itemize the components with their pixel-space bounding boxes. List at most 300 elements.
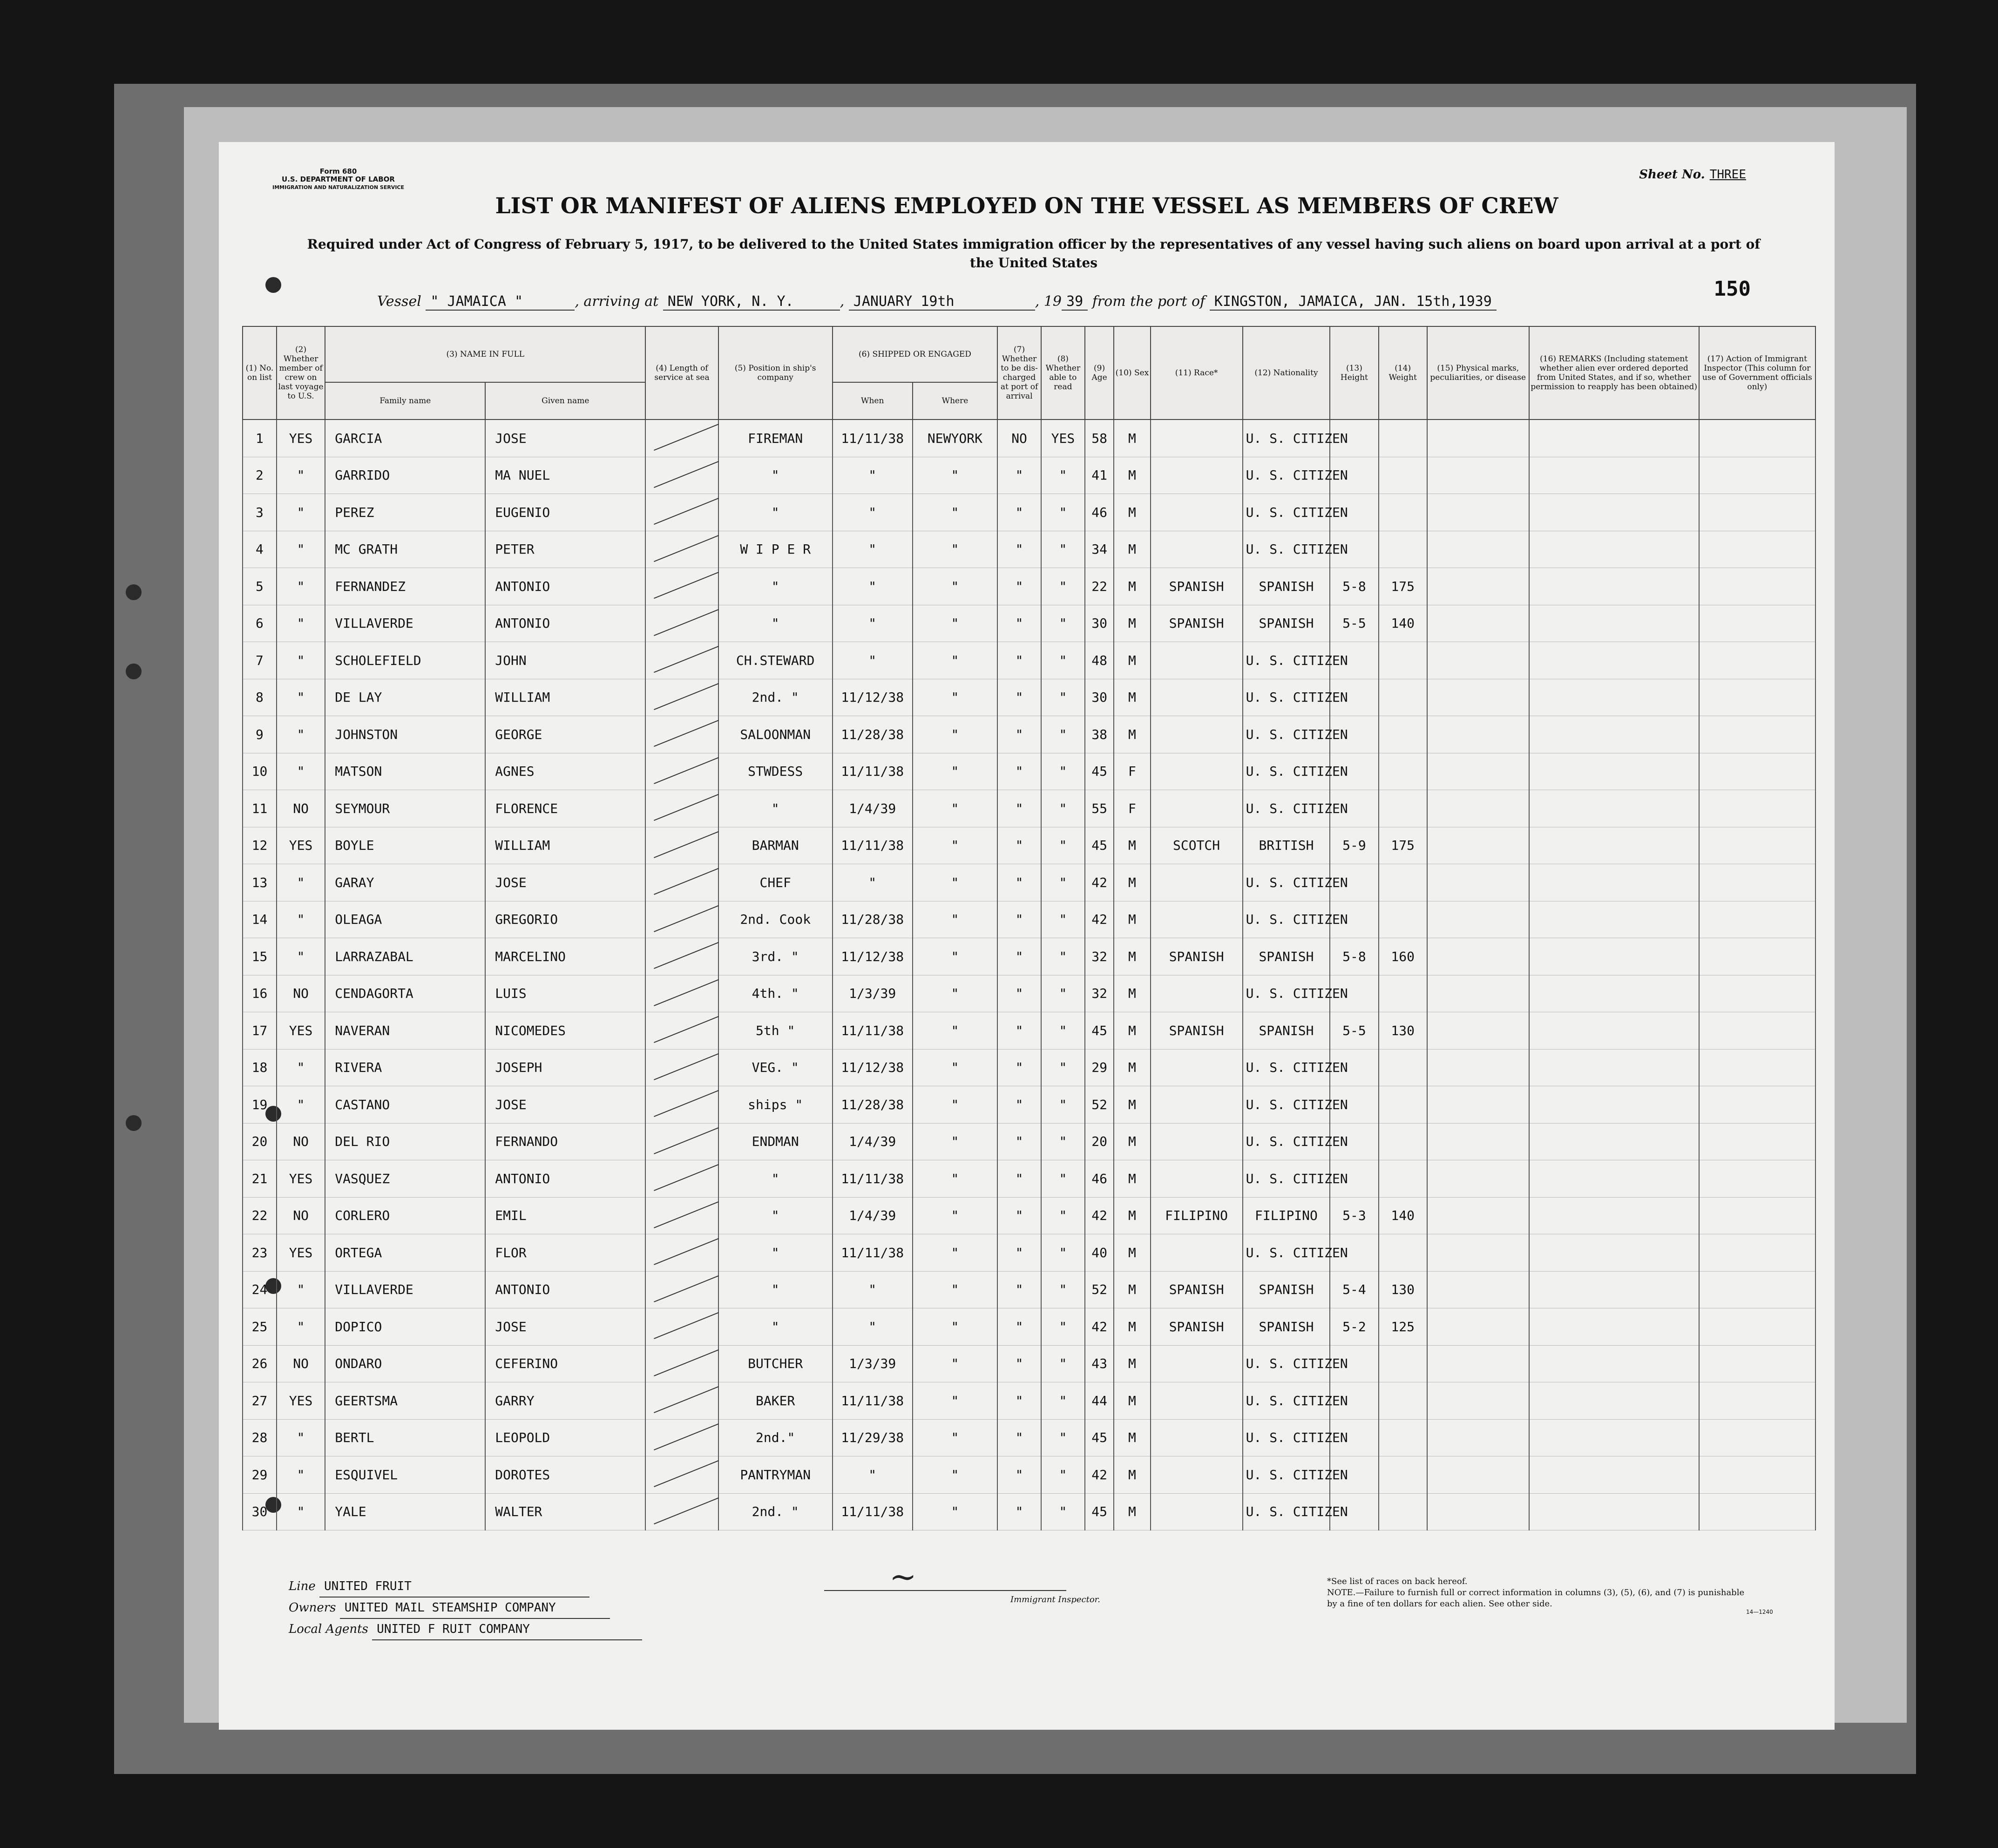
length-of-service-cell: [645, 827, 718, 864]
shipped-where-cell: ": [913, 1197, 997, 1234]
table-row: [243, 1456, 1815, 1494]
shipped-where-cell: ": [913, 753, 997, 790]
owners-value: UNITED MAIL STEAMSHIP COMPANY: [340, 1598, 610, 1619]
nationality-cell: U. S. CITIZEN: [1243, 420, 1330, 457]
physical-marks-cell: [1427, 457, 1529, 494]
shipped-when-cell: ": [833, 1456, 913, 1494]
discharged-cell: ": [997, 679, 1041, 716]
shipped-where-cell: ": [913, 1012, 997, 1049]
able-to-read-cell: ": [1041, 1419, 1085, 1456]
manifest-page: [219, 142, 1835, 1730]
race-cell: [1151, 716, 1243, 753]
race-cell: [1151, 975, 1243, 1012]
table-row: [243, 568, 1815, 605]
row-number-cell: 18: [243, 1049, 277, 1086]
discharged-cell: ": [997, 1049, 1041, 1086]
race-cell: SPANISH: [1151, 1012, 1243, 1049]
shipped-when-cell: ": [833, 494, 913, 531]
weight-cell: [1379, 753, 1427, 790]
nationality-cell: SPANISH: [1243, 605, 1330, 642]
row-number-cell: 1: [243, 420, 277, 457]
line-value: UNITED FRUIT: [319, 1576, 589, 1598]
binder-hole: [265, 277, 281, 293]
shipped-where-cell: NEWYORK: [913, 420, 997, 457]
discharged-cell: ": [997, 1086, 1041, 1124]
discharged-cell: ": [997, 1160, 1041, 1198]
discharged-cell: ": [997, 938, 1041, 975]
shipped-where-cell: ": [913, 1493, 997, 1530]
physical-marks-cell: [1427, 494, 1529, 531]
remarks-cell: [1529, 1419, 1699, 1456]
table-row: [243, 975, 1815, 1012]
length-of-service-cell: [645, 1419, 718, 1456]
footer-fields: Line UNITED FRUIT Owners UNITED MAIL STEAMSHIP COMPANY Local Agents UNITED F RUIT COMPANY: [289, 1576, 642, 1640]
shipped-where-cell: ": [913, 1382, 997, 1420]
col-age: (9) Age: [1085, 326, 1114, 420]
physical-marks-cell: [1427, 1382, 1529, 1420]
col-where: Where: [913, 382, 997, 420]
weight-cell: [1379, 1493, 1427, 1530]
table-row: [243, 1234, 1815, 1272]
weight-cell: 125: [1379, 1308, 1427, 1346]
family-name-cell: ORTEGA: [325, 1234, 485, 1272]
able-to-read-cell: ": [1041, 827, 1085, 864]
sex-cell: F: [1114, 753, 1150, 790]
age-cell: 45: [1085, 1012, 1114, 1049]
physical-marks-cell: [1427, 1419, 1529, 1456]
penalty-note: NOTE.—Failure to furnish full or correct information in columns (3), (5), (6), and (7) is punishable by a fine of ten dollars for each alien. See other side.: [1327, 1588, 1745, 1609]
sex-cell: M: [1114, 716, 1150, 753]
length-of-service-cell: [645, 1308, 718, 1346]
stamped-page-number: 150: [1714, 277, 1751, 301]
arrival-year: 39: [1062, 293, 1088, 311]
able-to-read-cell: ": [1041, 1160, 1085, 1198]
position-cell: 5th ": [718, 1012, 833, 1049]
nationality-cell: U. S. CITIZEN: [1243, 1160, 1330, 1198]
able-to-read-cell: ": [1041, 1197, 1085, 1234]
inspector-action-cell: [1699, 1049, 1815, 1086]
shipped-where-cell: ": [913, 642, 997, 679]
age-cell: 43: [1085, 1345, 1114, 1382]
inspector-action-cell: [1699, 605, 1815, 642]
position-cell: ": [718, 790, 833, 827]
row-number-cell: 21: [243, 1160, 277, 1198]
given-name-cell: JOSE: [485, 864, 645, 901]
weight-cell: 175: [1379, 568, 1427, 605]
inspector-action-cell: [1699, 1086, 1815, 1124]
physical-marks-cell: [1427, 420, 1529, 457]
shipped-where-cell: ": [913, 1049, 997, 1086]
remarks-cell: [1529, 1271, 1699, 1308]
family-name-cell: SEYMOUR: [325, 790, 485, 827]
previous-voyage-cell: ": [277, 568, 325, 605]
discharged-cell: ": [997, 790, 1041, 827]
discharged-cell: ": [997, 605, 1041, 642]
weight-cell: [1379, 531, 1427, 568]
shipped-when-cell: 11/12/38: [833, 938, 913, 975]
inspector-action-cell: [1699, 494, 1815, 531]
physical-marks-cell: [1427, 827, 1529, 864]
remarks-cell: [1529, 1345, 1699, 1382]
shipped-where-cell: ": [913, 568, 997, 605]
nationality-cell: BRITISH: [1243, 827, 1330, 864]
family-name-cell: NAVERAN: [325, 1012, 485, 1049]
position-cell: ": [718, 568, 833, 605]
physical-marks-cell: [1427, 1456, 1529, 1494]
table-row: [243, 1123, 1815, 1160]
previous-voyage-cell: YES: [277, 1160, 325, 1198]
given-name-cell: FERNANDO: [485, 1123, 645, 1160]
binder-hole: [126, 663, 142, 679]
sex-cell: M: [1114, 531, 1150, 568]
inspector-action-cell: [1699, 531, 1815, 568]
col-shipped: (6) SHIPPED OR ENGAGED: [833, 326, 997, 382]
inspector-action-cell: [1699, 1123, 1815, 1160]
table-row: [243, 1197, 1815, 1234]
race-cell: [1151, 679, 1243, 716]
given-name-cell: WILLIAM: [485, 827, 645, 864]
discharged-cell: ": [997, 1493, 1041, 1530]
nationality-cell: U. S. CITIZEN: [1243, 1234, 1330, 1272]
able-to-read-cell: ": [1041, 605, 1085, 642]
age-cell: 29: [1085, 1049, 1114, 1086]
position-cell: ": [718, 457, 833, 494]
shipped-when-cell: 1/4/39: [833, 1123, 913, 1160]
family-name-cell: SCHOLEFIELD: [325, 642, 485, 679]
height-cell: 5-8: [1330, 568, 1378, 605]
able-to-read-cell: ": [1041, 1382, 1085, 1420]
weight-cell: [1379, 1234, 1427, 1272]
arrival-date: JANUARY 19th: [849, 293, 1035, 311]
shipped-where-cell: ": [913, 679, 997, 716]
nationality-cell: SPANISH: [1243, 1012, 1330, 1049]
inspector-action-cell: [1699, 679, 1815, 716]
remarks-cell: [1529, 531, 1699, 568]
sex-cell: M: [1114, 864, 1150, 901]
previous-voyage-cell: ": [277, 1049, 325, 1086]
nationality-cell: U. S. CITIZEN: [1243, 1086, 1330, 1124]
given-name-cell: NICOMEDES: [485, 1012, 645, 1049]
given-name-cell: CEFERINO: [485, 1345, 645, 1382]
previous-voyage-cell: YES: [277, 1012, 325, 1049]
row-number-cell: 15: [243, 938, 277, 975]
shipped-where-cell: ": [913, 901, 997, 938]
able-to-read-cell: ": [1041, 642, 1085, 679]
shipped-where-cell: ": [913, 605, 997, 642]
race-cell: [1151, 1234, 1243, 1272]
remarks-cell: [1529, 457, 1699, 494]
length-of-service-cell: [645, 1271, 718, 1308]
sex-cell: M: [1114, 494, 1150, 531]
signature-line: [824, 1590, 1066, 1591]
given-name-cell: EMIL: [485, 1197, 645, 1234]
remarks-cell: [1529, 1308, 1699, 1346]
shipped-when-cell: 11/11/38: [833, 1382, 913, 1420]
row-number-cell: 7: [243, 642, 277, 679]
shipped-where-cell: ": [913, 1123, 997, 1160]
row-number-cell: 4: [243, 531, 277, 568]
previous-voyage-cell: YES: [277, 1234, 325, 1272]
physical-marks-cell: [1427, 1234, 1529, 1272]
position-cell: ": [718, 1160, 833, 1198]
position-cell: BUTCHER: [718, 1345, 833, 1382]
col-previous-voyage: (2) Whether member of crew on last voyage to U.S.: [277, 326, 325, 420]
position-cell: ": [718, 1197, 833, 1234]
weight-cell: [1379, 716, 1427, 753]
shipped-when-cell: ": [833, 568, 913, 605]
length-of-service-cell: [645, 605, 718, 642]
inspector-action-cell: [1699, 753, 1815, 790]
previous-voyage-cell: ": [277, 642, 325, 679]
shipped-when-cell: 1/3/39: [833, 975, 913, 1012]
weight-cell: 130: [1379, 1012, 1427, 1049]
position-cell: ": [718, 1271, 833, 1308]
row-number-cell: 8: [243, 679, 277, 716]
physical-marks-cell: [1427, 1271, 1529, 1308]
previous-voyage-cell: ": [277, 901, 325, 938]
shipped-when-cell: 1/4/39: [833, 1197, 913, 1234]
remarks-cell: [1529, 938, 1699, 975]
previous-voyage-cell: ": [277, 1419, 325, 1456]
race-cell: [1151, 420, 1243, 457]
inspector-action-cell: [1699, 1419, 1815, 1456]
sex-cell: M: [1114, 1271, 1150, 1308]
vessel-line: Vessel " JAMAICA " , arriving at NEW YORK, N. Y. , JANUARY 19th , 19 39 from the port of KINGSTON, JAMAICA, JAN. 15th,1939: [377, 293, 1497, 311]
table-row: [243, 531, 1815, 568]
shipped-where-cell: ": [913, 864, 997, 901]
row-number-cell: 22: [243, 1197, 277, 1234]
able-to-read-cell: ": [1041, 1049, 1085, 1086]
race-cell: [1151, 1049, 1243, 1086]
table-row: [243, 1419, 1815, 1456]
table-row: [243, 1160, 1815, 1198]
physical-marks-cell: [1427, 975, 1529, 1012]
sex-cell: M: [1114, 679, 1150, 716]
family-name-cell: MATSON: [325, 753, 485, 790]
remarks-cell: [1529, 901, 1699, 938]
age-cell: 20: [1085, 1123, 1114, 1160]
sex-cell: M: [1114, 605, 1150, 642]
nationality-cell: U. S. CITIZEN: [1243, 1493, 1330, 1530]
row-number-cell: 14: [243, 901, 277, 938]
nationality-cell: U. S. CITIZEN: [1243, 531, 1330, 568]
position-cell: W I P E R: [718, 531, 833, 568]
previous-voyage-cell: ": [277, 1493, 325, 1530]
length-of-service-cell: [645, 568, 718, 605]
age-cell: 30: [1085, 605, 1114, 642]
physical-marks-cell: [1427, 1308, 1529, 1346]
length-of-service-cell: [645, 457, 718, 494]
height-cell: 5-8: [1330, 938, 1378, 975]
race-cell: [1151, 1160, 1243, 1198]
inspector-action-cell: [1699, 716, 1815, 753]
remarks-cell: [1529, 790, 1699, 827]
shipped-when-cell: ": [833, 605, 913, 642]
previous-voyage-cell: NO: [277, 790, 325, 827]
age-cell: 55: [1085, 790, 1114, 827]
col-physical-marks: (15) Physical marks, peculiarities, or disease: [1427, 326, 1529, 420]
discharged-cell: ": [997, 753, 1041, 790]
row-number-cell: 25: [243, 1308, 277, 1346]
race-cell: [1151, 1123, 1243, 1160]
physical-marks-cell: [1427, 679, 1529, 716]
col-sex: (10) Sex: [1114, 326, 1150, 420]
race-cell: SPANISH: [1151, 938, 1243, 975]
footer-note: [1327, 1576, 1755, 1610]
weight-cell: [1379, 1086, 1427, 1124]
weight-cell: [1379, 1049, 1427, 1086]
shipped-where-cell: ": [913, 457, 997, 494]
age-cell: 58: [1085, 420, 1114, 457]
binder-hole: [126, 584, 142, 600]
shipped-where-cell: ": [913, 716, 997, 753]
row-number-cell: 24: [243, 1271, 277, 1308]
able-to-read-cell: ": [1041, 1012, 1085, 1049]
shipped-where-cell: ": [913, 1419, 997, 1456]
physical-marks-cell: [1427, 1345, 1529, 1382]
weight-cell: [1379, 1123, 1427, 1160]
race-cell: [1151, 531, 1243, 568]
sex-cell: M: [1114, 1456, 1150, 1494]
shipped-when-cell: 11/11/38: [833, 1493, 913, 1530]
able-to-read-cell: ": [1041, 1123, 1085, 1160]
race-cell: [1151, 1456, 1243, 1494]
able-to-read-cell: ": [1041, 1271, 1085, 1308]
sex-cell: M: [1114, 1012, 1150, 1049]
weight-cell: [1379, 901, 1427, 938]
col-remarks: (16) REMARKS (Including statement whether alien ever ordered deported from United States, and if so, whether permission to reapply has been obtained): [1529, 326, 1699, 420]
shipped-where-cell: ": [913, 827, 997, 864]
sheet-number: Sheet No. THREE: [1639, 168, 1746, 182]
previous-voyage-cell: NO: [277, 975, 325, 1012]
position-cell: 2nd.": [718, 1419, 833, 1456]
sex-cell: M: [1114, 1345, 1150, 1382]
race-cell: [1151, 1086, 1243, 1124]
remarks-cell: [1529, 420, 1699, 457]
shipped-where-cell: ": [913, 1345, 997, 1382]
able-to-read-cell: ": [1041, 1493, 1085, 1530]
physical-marks-cell: [1427, 790, 1529, 827]
shipped-where-cell: ": [913, 1086, 997, 1124]
family-name-cell: DE LAY: [325, 679, 485, 716]
race-cell: SPANISH: [1151, 1308, 1243, 1346]
shipped-where-cell: ": [913, 494, 997, 531]
sex-cell: M: [1114, 1308, 1150, 1346]
table-row: [243, 679, 1815, 716]
table-row: [243, 420, 1815, 457]
age-cell: 38: [1085, 716, 1114, 753]
race-cell: SPANISH: [1151, 605, 1243, 642]
nationality-cell: U. S. CITIZEN: [1243, 901, 1330, 938]
length-of-service-cell: [645, 1456, 718, 1494]
remarks-cell: [1529, 716, 1699, 753]
age-cell: 45: [1085, 753, 1114, 790]
position-cell: CH.STEWARD: [718, 642, 833, 679]
shipped-where-cell: ": [913, 1160, 997, 1198]
table-row: [243, 753, 1815, 790]
length-of-service-cell: [645, 753, 718, 790]
discharged-cell: ": [997, 1382, 1041, 1420]
position-cell: 2nd. ": [718, 679, 833, 716]
able-to-read-cell: ": [1041, 679, 1085, 716]
physical-marks-cell: [1427, 1123, 1529, 1160]
shipped-when-cell: ": [833, 642, 913, 679]
inspector-action-cell: [1699, 864, 1815, 901]
length-of-service-cell: [645, 938, 718, 975]
given-name-cell: PETER: [485, 531, 645, 568]
inspector-action-cell: [1699, 1271, 1815, 1308]
shipped-when-cell: ": [833, 1308, 913, 1346]
inspector-action-cell: [1699, 827, 1815, 864]
discharged-cell: ": [997, 827, 1041, 864]
family-name-cell: GARCIA: [325, 420, 485, 457]
form-code: 14—1240: [1746, 1609, 1773, 1615]
shipped-when-cell: ": [833, 864, 913, 901]
able-to-read-cell: ": [1041, 975, 1085, 1012]
weight-cell: [1379, 457, 1427, 494]
table-row: [243, 901, 1815, 938]
able-to-read-cell: ": [1041, 1234, 1085, 1272]
race-cell: [1151, 901, 1243, 938]
sex-cell: M: [1114, 568, 1150, 605]
nationality-cell: FILIPINO: [1243, 1197, 1330, 1234]
discharged-cell: ": [997, 1197, 1041, 1234]
nationality-cell: U. S. CITIZEN: [1243, 1456, 1330, 1494]
table-row: [243, 790, 1815, 827]
vessel-name: " JAMAICA ": [426, 293, 575, 311]
position-cell: SALOONMAN: [718, 716, 833, 753]
given-name-cell: WALTER: [485, 1493, 645, 1530]
previous-voyage-cell: ": [277, 605, 325, 642]
col-height: (13) Height: [1330, 326, 1378, 420]
physical-marks-cell: [1427, 642, 1529, 679]
shipped-when-cell: 1/4/39: [833, 790, 913, 827]
race-cell: [1151, 642, 1243, 679]
weight-cell: 140: [1379, 1197, 1427, 1234]
age-cell: 22: [1085, 568, 1114, 605]
sex-cell: F: [1114, 790, 1150, 827]
remarks-cell: [1529, 975, 1699, 1012]
row-number-cell: 30: [243, 1493, 277, 1530]
nationality-cell: U. S. CITIZEN: [1243, 790, 1330, 827]
race-cell: [1151, 1419, 1243, 1456]
table-row: [243, 1493, 1815, 1530]
length-of-service-cell: [645, 420, 718, 457]
age-cell: 48: [1085, 642, 1114, 679]
length-of-service-cell: [645, 494, 718, 531]
sex-cell: M: [1114, 457, 1150, 494]
position-cell: ENDMAN: [718, 1123, 833, 1160]
able-to-read-cell: ": [1041, 1308, 1085, 1346]
remarks-cell: [1529, 1049, 1699, 1086]
race-cell: SPANISH: [1151, 1271, 1243, 1308]
nationality-cell: U. S. CITIZEN: [1243, 494, 1330, 531]
previous-voyage-cell: ": [277, 457, 325, 494]
sex-cell: M: [1114, 1493, 1150, 1530]
shipped-where-cell: ": [913, 1308, 997, 1346]
given-name-cell: LEOPOLD: [485, 1419, 645, 1456]
able-to-read-cell: ": [1041, 790, 1085, 827]
discharged-cell: ": [997, 864, 1041, 901]
table-row: [243, 864, 1815, 901]
family-name-cell: FERNANDEZ: [325, 568, 485, 605]
given-name-cell: JOSEPH: [485, 1049, 645, 1086]
races-note: *See list of races on back hereof.: [1327, 1577, 1468, 1586]
row-number-cell: 5: [243, 568, 277, 605]
sex-cell: M: [1114, 975, 1150, 1012]
inspector-action-cell: [1699, 1345, 1815, 1382]
nationality-cell: U. S. CITIZEN: [1243, 1345, 1330, 1382]
